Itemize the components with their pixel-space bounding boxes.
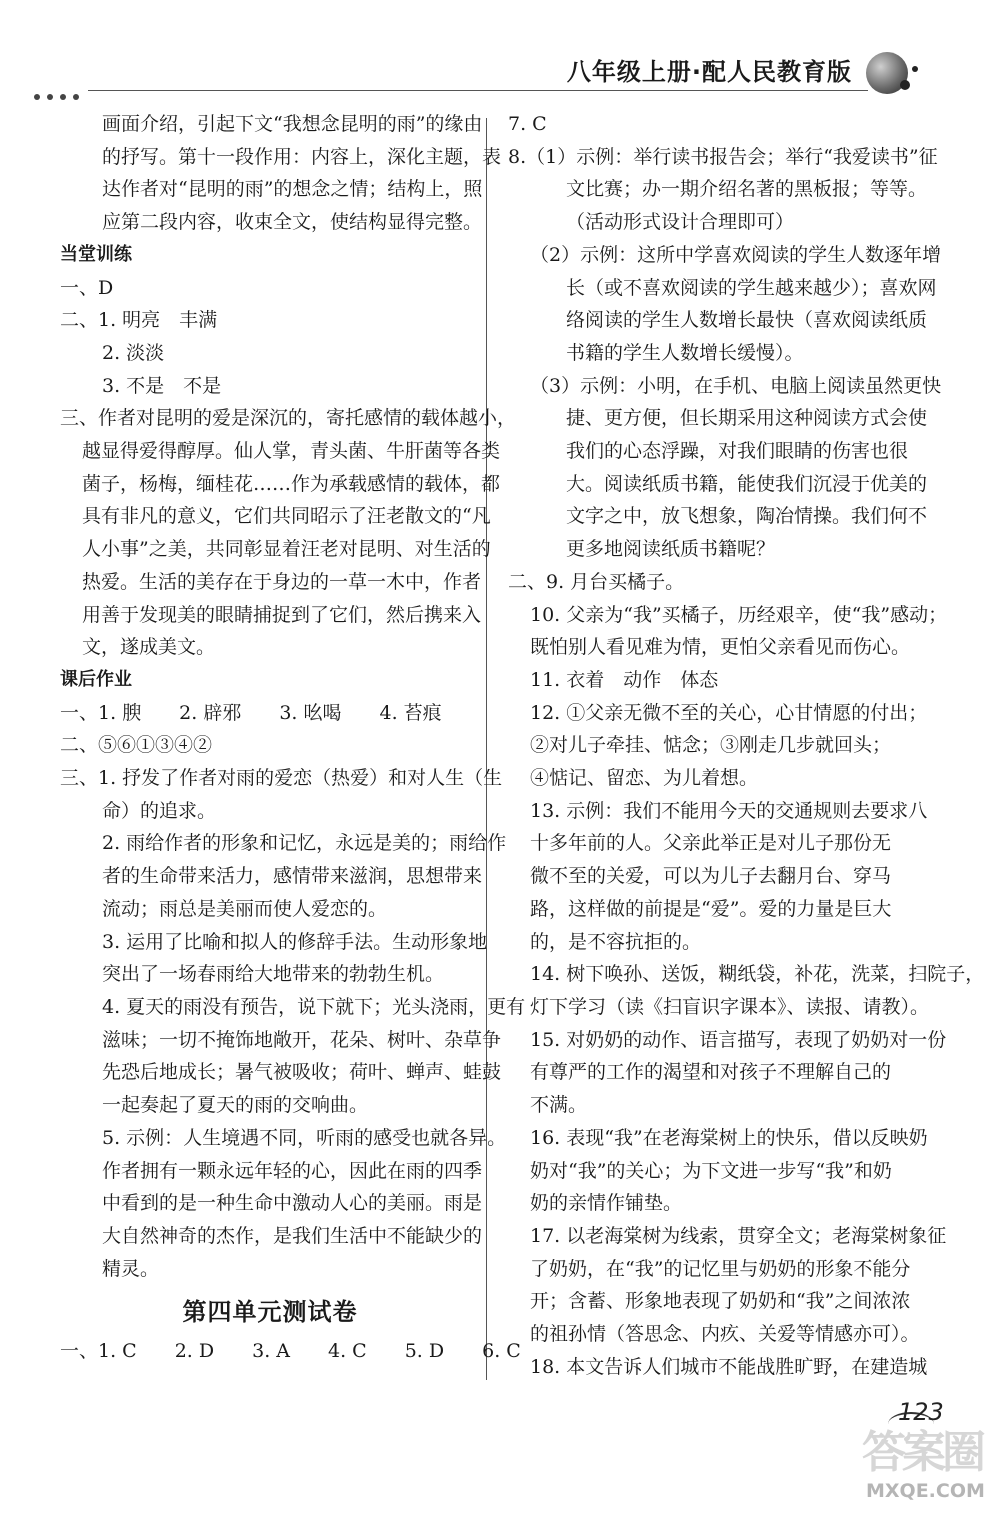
answer-line: 11. 衣着 动作 体态 (530, 668, 719, 691)
unit-test-answers: 一、1. C 2. D 3. A 4. C 5. D 6. C (60, 1340, 521, 1363)
answer-line: ②对儿子牵挂、惦念；③刚走几步就回头； (530, 734, 892, 757)
answer-line: 画面介绍，引起下文“我想念昆明的雨”的缘由 (102, 113, 483, 135)
answer-line: 文字之中，放飞想象，陶冶情操。我们何不 (566, 505, 928, 528)
answer-line: 一、1. 腴 2. 辟邪 3. 吆喝 4. 苔痕 (60, 701, 442, 724)
answer-line: 滋味；一切不掩饰地敞开，花朵、树叶、杂草争 (102, 1028, 502, 1051)
header-rule (88, 90, 868, 91)
answer-line: 12. ①父亲无微不至的关心，心甘情愿的付出； (530, 701, 928, 724)
answer-line: 3. 不是 不是 (102, 374, 222, 397)
answer-line: 流动；雨总是美丽而使人爱恋的。 (102, 897, 388, 920)
answer-line: 15. 对奶奶的动作、语言描写，表现了奶奶对一份 (530, 1028, 947, 1051)
section-heading: 课后作业 (60, 668, 132, 690)
answer-line: 大自然神奇的杰作，是我们生活中不能缺少的 (102, 1224, 483, 1247)
page-header (0, 0, 1000, 100)
answer-line: 突出了一场春雨给大地带来的勃勃生机。 (102, 963, 445, 986)
answer-line: 4. 夏天的雨没有预告，说下就下；光头浇雨，更有 (102, 995, 526, 1018)
decorative-dot-icon (900, 80, 910, 90)
answer-line: 灯下学习（读《扫盲识字课本》、读报、请教）。 (530, 995, 930, 1018)
answer-line: 二、⑤⑥①③④② (60, 734, 213, 757)
answer-line: 17. 以老海棠树为线索，贯穿全文；老海棠树象征 (530, 1224, 947, 1247)
answer-line: 先恐后地成长；暑气被吸收；荷叶、蝉声、蛙鼓 (102, 1061, 502, 1084)
answer-line: （2）示例：这所中学喜欢阅读的学生人数逐年增 (530, 243, 942, 266)
answer-line: 10. 父亲为“我”买橘子，历经艰辛，使“我”感动； (530, 603, 948, 626)
answer-line: 作者拥有一颗永远年轻的心，因此在雨的四季 (102, 1159, 483, 1182)
answer-line: 的祖孙情（答思念、内疚、关爱等情感亦可）。 (530, 1323, 920, 1346)
answer-line: （3）示例：小明，在手机、电脑上阅读虽然更快 (530, 374, 942, 397)
answer-line: 人小事”之美，共同彰显着汪老对昆明、对生活的 (82, 538, 491, 561)
answer-line: 具有非凡的意义，它们共同昭示了汪老散文的“凡 (82, 505, 491, 528)
answer-line: 微不至的关爱，可以为儿子去翻月台、穿马 (530, 865, 892, 888)
answer-line: 精灵。 (102, 1257, 160, 1280)
answer-line: 一起奏起了夏天的雨的交响曲。 (102, 1094, 369, 1117)
answer-line: 二、1. 明亮 丰满 (60, 309, 218, 332)
answer-line: 奶的亲情作铺垫。 (530, 1192, 683, 1215)
answer-line: 路，这样做的前提是“爱”。爱的力量是巨大 (530, 897, 892, 920)
answer-line: 中看到的是一种生命中激动人心的美丽。雨是 (102, 1192, 483, 1215)
answer-line: 有尊严的工作的渴望和对孩子不理解自己的 (530, 1061, 892, 1084)
unit-test-title: 第四单元测试卷 (182, 1298, 358, 1327)
watermark-site: MXQE.COM (866, 1480, 985, 1502)
answer-line: 了奶奶，在“我”的记忆里与奶奶的形象不能分 (530, 1257, 911, 1280)
answer-line: 2. 淡淡 (102, 341, 165, 364)
answer-line: 的抒写。第十一段作用：内容上，深化主题，表 (102, 145, 502, 168)
answer-line: 三、作者对昆明的爱是深沉的，寄托感情的载体越小， (60, 407, 517, 430)
header-dots (34, 86, 854, 98)
answer-line: 我们的心态浮躁，对我们眼睛的伤害也很 (566, 440, 909, 463)
answer-line: 2. 雨给作者的形象和记忆，永远是美的；雨给作 (102, 832, 507, 855)
answer-line: 开；含蓄、形象地表现了奶奶和“我”之间浓浓 (530, 1290, 911, 1313)
answer-line: 8.（1）示例：举行读书报告会；举行“我爱读书”征 (508, 145, 938, 168)
watermark-logo (862, 1410, 992, 1520)
answer-line: 文，遂成美文。 (82, 636, 216, 659)
answer-line: 不满。 (530, 1094, 588, 1117)
answer-line: 长（或不喜欢阅读的学生越来越少）；喜欢网 (566, 276, 937, 299)
answer-line: 越显得爱得醇厚。仙人掌，青头菌、牛肝菌等各类 (82, 440, 501, 463)
answer-line: 14. 树下唤孙、送饭，糊纸袋，补花，洗菜，扫院子， (530, 963, 985, 986)
answer-line: 奶对“我”的关心；为下文进一步写“我”和奶 (530, 1159, 892, 1182)
answer-line: 文比赛；办一期介绍名著的黑板报；等等。 (566, 178, 928, 201)
decorative-dot-icon (912, 66, 918, 72)
answer-line: 18. 本文告诉人们城市不能战胜旷野，在建造城 (530, 1355, 928, 1378)
answer-line: 用善于发现美的眼睛捕捉到了它们，然后携来入 (82, 603, 482, 626)
answer-line: 7. C (508, 113, 547, 135)
answer-line: 菌子，杨梅，缅桂花……作为承载感情的载体，都 (82, 472, 501, 495)
answer-line: 热爱。生活的美存在于身边的一草一木中，作者 (82, 570, 482, 593)
answer-line: 更多地阅读纸质书籍呢？ (566, 538, 776, 561)
answer-line: 命）的追求。 (102, 799, 217, 822)
answer-line: 三、1. 抒发了作者对雨的爱恋（热爱）和对人生（生 (60, 767, 503, 790)
answer-line: 捷、更方便，但长期采用这种阅读方式会使 (566, 407, 928, 430)
answer-line: 十多年前的人。父亲此举正是对儿子那份无 (530, 832, 892, 855)
answer-line: 达作者对“昆明的雨”的想念之情；结构上，照 (102, 178, 483, 201)
column-divider (486, 118, 487, 1380)
answer-line: 络阅读的学生人数增长最快（喜欢阅读纸质 (566, 309, 928, 332)
answer-line: 二、9. 月台买橘子。 (508, 570, 685, 593)
right-column (508, 108, 985, 1383)
answer-line: 大。阅读纸质书籍，能使我们沉浸于优美的 (566, 472, 928, 495)
book-title: 八年级上册·配人民教育版 (566, 58, 852, 86)
answer-line: 既怕别人看见难为情，更怕父亲看见而伤心。 (530, 636, 911, 659)
answer-line: ④惦记、留恋、为儿着想。 (530, 767, 759, 790)
section-heading: 当堂训练 (60, 243, 132, 265)
page-number: 123 (898, 1398, 944, 1426)
answer-line: （活动形式设计合理即可） (566, 211, 795, 234)
answer-line: 16. 表现“我”在老海棠树上的快乐，借以反映奶 (530, 1126, 928, 1149)
answer-line: 者的生命带来活力，感情带来滋润，思想带来 (102, 865, 483, 888)
answer-line: 的，是不容抗拒的。 (530, 930, 702, 953)
answer-line: 13. 示例：我们不能用今天的交通规则去要求八 (530, 799, 928, 822)
answer-line: 3. 运用了比喻和拟人的修辞手法。生动形象地 (102, 930, 488, 953)
answer-line: 应第二段内容，收束全文，使结构显得完整。 (102, 211, 483, 234)
watermark-text: 答案圈 (862, 1427, 982, 1478)
answer-line: 5. 示例：人生境遇不同，听雨的感受也就各异。 (102, 1126, 507, 1149)
left-column (60, 108, 526, 1368)
answer-line: 一、D (60, 276, 114, 299)
answer-line: 书籍的学生人数增长缓慢）。 (566, 341, 804, 364)
